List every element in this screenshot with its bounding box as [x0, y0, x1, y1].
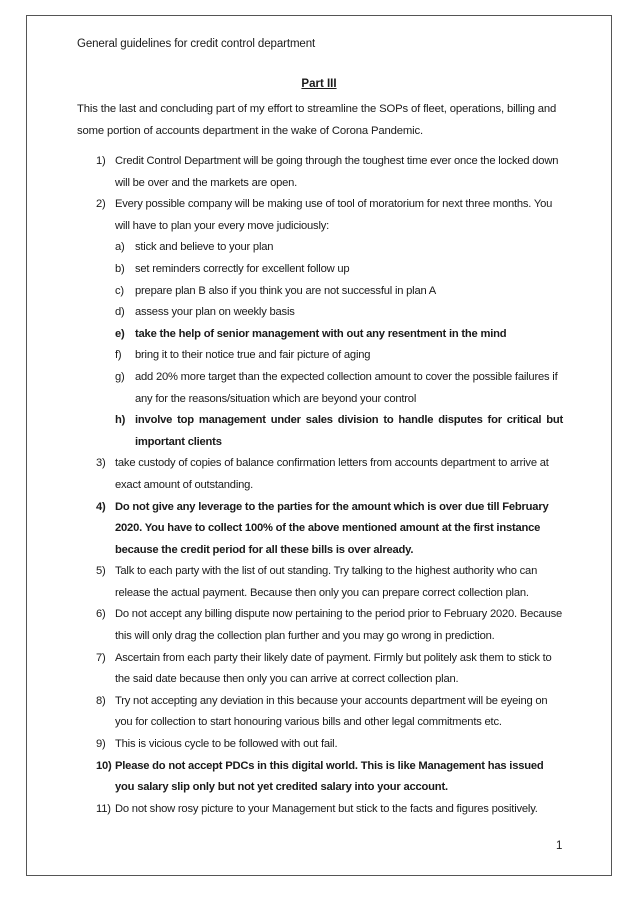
sub-item-letter: f): [115, 349, 122, 362]
item-number: 4): [96, 500, 106, 513]
list-item: [77, 453, 563, 496]
sub-list-item: [115, 237, 563, 259]
item-number: 7): [96, 651, 106, 664]
sub-item-text: prepare plan B also if you think you are not successful in plan A: [135, 284, 437, 297]
sub-item-letter: a): [115, 241, 125, 254]
sub-item-letter: c): [115, 284, 124, 297]
sub-item-letter: e): [115, 327, 125, 340]
sub-item-letter: b): [115, 262, 125, 275]
list-item: [77, 151, 563, 194]
sub-list: [115, 237, 563, 453]
list-item: [77, 756, 563, 799]
list-item: [77, 648, 563, 691]
sub-item-letter: d): [115, 306, 125, 319]
item-text: Do not accept any billing dispute now pertaining to the period prior to February 2020. Because this will only drag the collection plan further and you may go wrong in prediction.: [115, 608, 563, 643]
guideline-list: [77, 151, 563, 820]
item-number: 10): [96, 759, 112, 772]
sub-item-text: assess your plan on weekly basis: [135, 306, 295, 319]
item-text: Talk to each party with the list of out standing. Try talking to the highest authority who can release the actual payment. Because then only you can prepare correct collection plan.: [115, 565, 538, 599]
item-text: Credit Control Department will be going through the toughest time ever once the locked down will be over and the markets are open.: [115, 155, 559, 189]
item-number: 6): [96, 608, 106, 621]
sub-item-text: stick and believe to your plan: [135, 241, 274, 254]
list-item: [77, 604, 563, 647]
sub-list-item: [115, 324, 563, 346]
list-item: [77, 799, 563, 821]
page-number: 1: [556, 840, 563, 852]
sub-list-item: [115, 259, 563, 281]
document-header: General guidelines for credit control department: [77, 38, 316, 50]
item-number: 3): [96, 457, 106, 470]
item-text: Try not accepting any deviation in this because your accounts department will be eyeing on you for collection to start honouring various bills and other legal commitments etc.: [115, 694, 548, 729]
list-item: [77, 194, 563, 453]
sub-list-item: [115, 281, 563, 303]
item-text: take custody of copies of balance confirmation letters from accounts department to arrive at exact amount of outstanding.: [115, 457, 549, 491]
sub-item-text: take the help of senior management with out any resentment in the mind: [135, 327, 507, 340]
item-number: 5): [96, 565, 106, 578]
section-title: Part III: [301, 78, 337, 90]
sub-item-letter: g): [115, 370, 125, 383]
item-text: Do not give any leverage to the parties for the amount which is over due till February 2020. You have to collect 100% of the above mentioned amount at the first instance because the credit period for all these bills is over already.: [115, 500, 549, 556]
sub-item-text: bring it to their notice true and fair picture of aging: [135, 349, 371, 362]
item-text: This is vicious cycle to be followed with out fail.: [115, 738, 338, 751]
sub-item-text: set reminders correctly for excellent follow up: [135, 262, 350, 275]
list-item: [77, 497, 563, 562]
item-number: 2): [96, 198, 106, 211]
intro-paragraph: This the last and concluding part of my effort to streamline the SOPs of fleet, operations, billing and some portion of accounts department in the wake of Corona Pandemic.: [77, 103, 557, 137]
item-text: Do not show rosy picture to your Management but stick to the facts and figures positively.: [115, 802, 538, 815]
sub-item-text: involve top management under sales division to handle disputes for critical but important clients: [135, 414, 563, 448]
item-number: 1): [96, 155, 106, 167]
sub-item-text: add 20% more target than the expected collection amount to cover the possible failures if any for the reasons/situation which are beyond your control: [135, 370, 558, 405]
list-item: [77, 561, 563, 604]
sub-item-letter: h): [115, 414, 126, 427]
item-text: Every possible company will be making use of tool of moratorium for next three months. You will have to plan your every move judiciously:: [115, 198, 553, 232]
item-text: Please do not accept PDCs in this digital world. This is like Management has issued you salary slip only but not yet credited salary into your account.: [115, 759, 544, 794]
item-text: Ascertain from each party their likely date of payment. Firmly but politely ask them to stick to the said date because then only you can arrive at correct collection plan.: [115, 651, 552, 686]
item-number: 8): [96, 694, 106, 707]
sub-list-item: [115, 302, 563, 324]
list-item: [77, 691, 563, 734]
sub-list-item: [115, 410, 563, 453]
sub-list-item: [115, 367, 563, 410]
item-number: 9): [96, 738, 106, 751]
sub-list-item: [115, 345, 563, 367]
list-item: [77, 734, 563, 756]
item-number: 11): [96, 802, 111, 815]
